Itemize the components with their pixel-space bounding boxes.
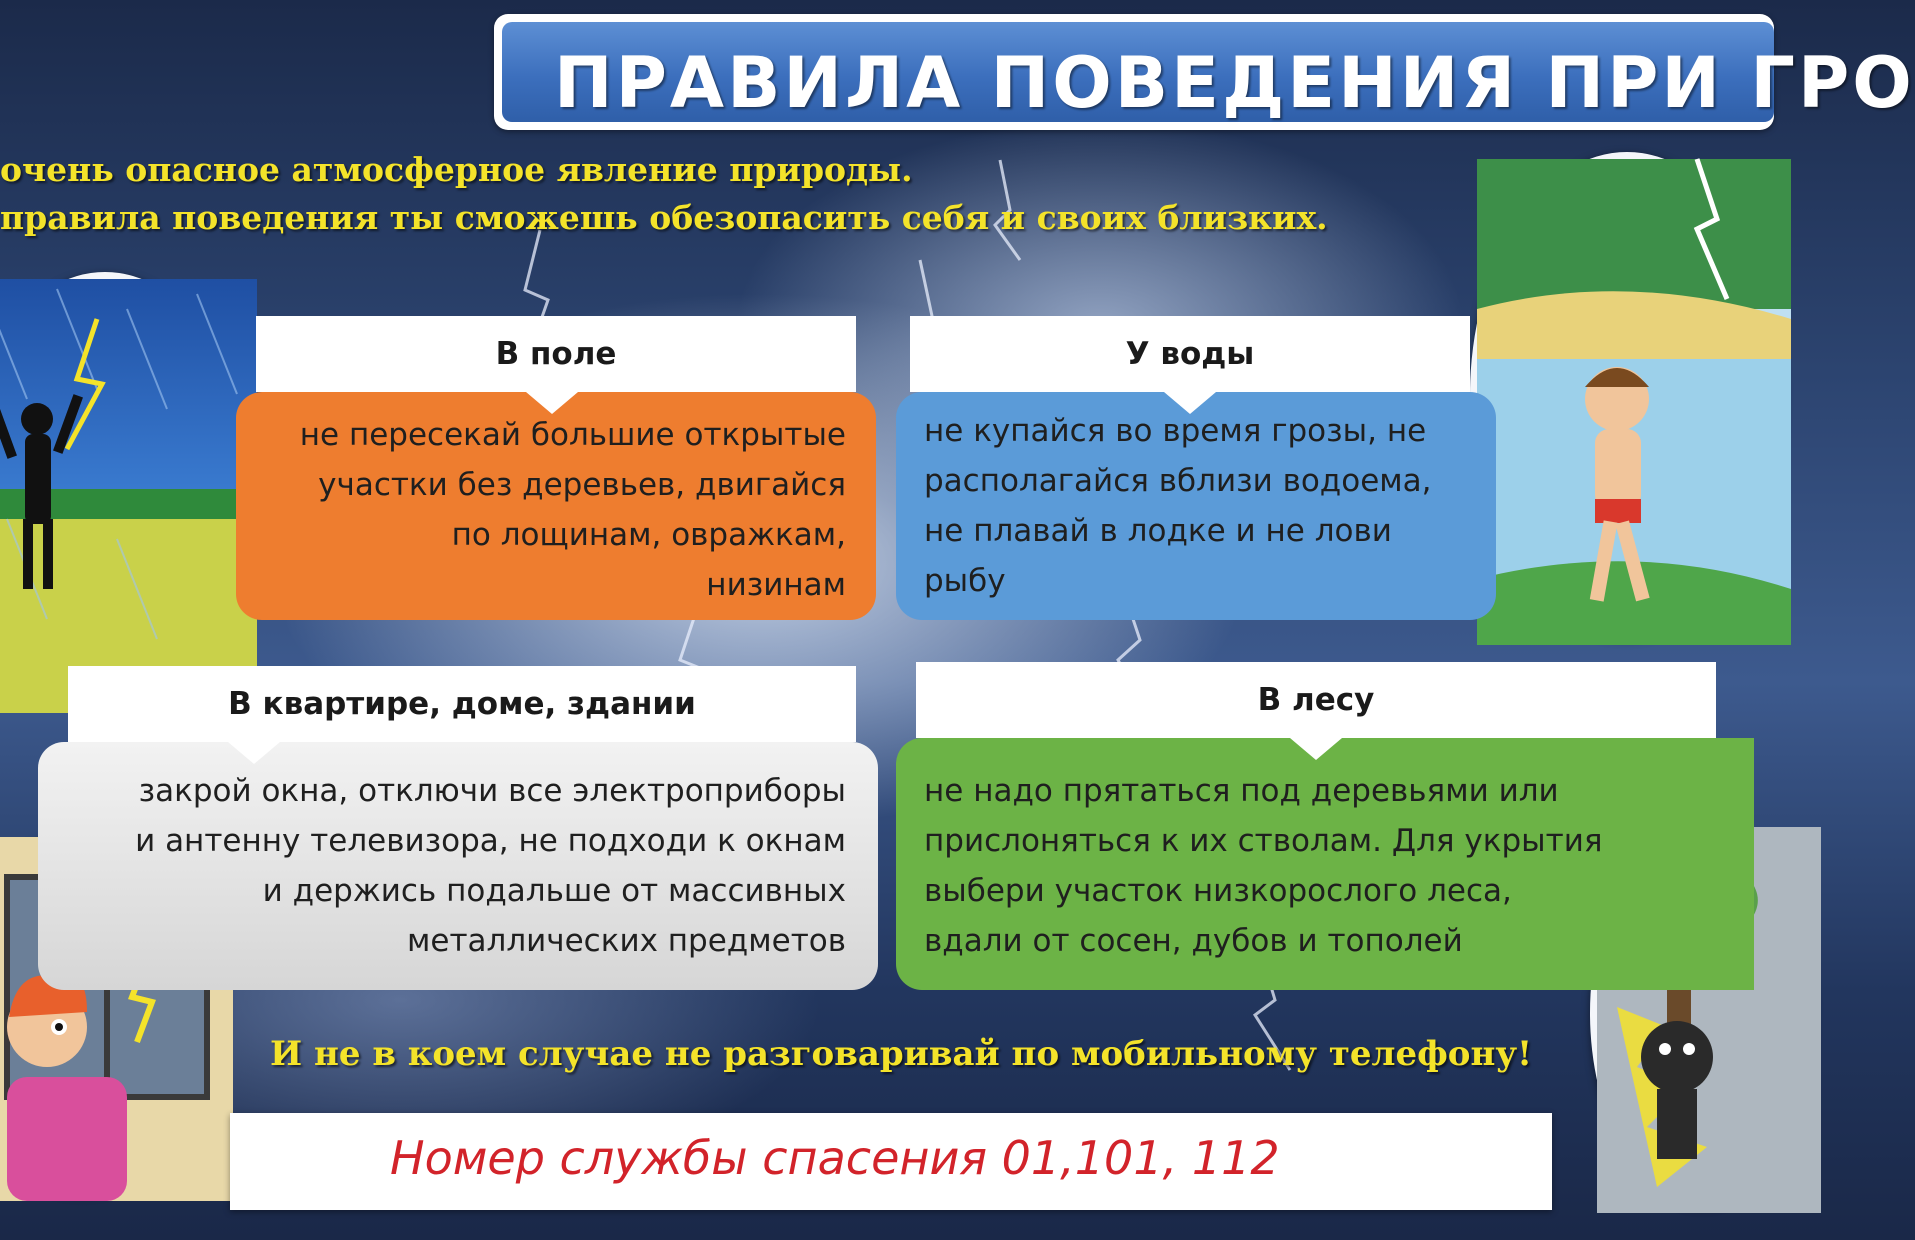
intro-line-1: очень опасное атмосферное явление природы. bbox=[0, 150, 913, 189]
section-water-pointer bbox=[1164, 392, 1216, 414]
section-home-pointer bbox=[228, 742, 280, 764]
title-banner-fill bbox=[502, 22, 1915, 124]
section-home-line: металлических предметов bbox=[407, 923, 846, 959]
section-water-line: располагайся вблизи водоема, bbox=[924, 463, 1432, 499]
section-forest-line: не надо прятаться под деревьями или bbox=[924, 773, 1559, 809]
section-forest-body bbox=[896, 738, 1754, 990]
rescue-number: Номер службы спасения 01,101, 112 bbox=[390, 1131, 1280, 1185]
section-home-line: и антенну телевизора, не подходи к окнам bbox=[135, 823, 846, 859]
section-home-line: и держись подальше от массивных bbox=[262, 873, 846, 909]
section-field-line: по лощинам, овражкам, bbox=[451, 517, 846, 553]
section-field-line: участки без деревьев, двигайся bbox=[318, 467, 846, 503]
section-water-heading: У воды bbox=[910, 316, 1470, 392]
section-water-body bbox=[896, 392, 1496, 620]
section-water-line: рыбу bbox=[924, 563, 1006, 599]
page-title: ПРАВИЛА ПОВЕДЕНИЯ ПРИ ГРО bbox=[554, 42, 1915, 124]
person-in-field-lightning-illustration bbox=[0, 272, 250, 706]
rescue-number-panel bbox=[230, 1113, 1552, 1210]
section-water-line: не плавай в лодке и не лови bbox=[924, 513, 1392, 549]
section-forest-line: прислоняться к их стволам. Для укрытия bbox=[924, 823, 1603, 859]
section-field-line: низинам bbox=[706, 567, 846, 603]
section-field-pointer bbox=[526, 392, 578, 414]
section-field-heading: В поле bbox=[256, 316, 856, 392]
section-water-line: не купайся во время грозы, не bbox=[924, 413, 1427, 449]
section-home-body bbox=[38, 742, 878, 990]
section-field-line: не пересекай большие открытые bbox=[299, 417, 846, 453]
section-home-heading: В квартире, доме, здании bbox=[68, 666, 856, 742]
section-forest-line: вдали от сосен, дубов и тополей bbox=[924, 923, 1463, 959]
section-home-line: закрой окна, отключи все электроприборы bbox=[138, 773, 846, 809]
section-forest-heading: В лесу bbox=[916, 662, 1716, 738]
intro-line-2: правила поведения ты сможешь обезопасить себя и своих близких. bbox=[0, 198, 1328, 237]
phone-warning: И не в коем случае не разговаривай по мобильному телефону! bbox=[270, 1034, 1533, 1074]
section-forest-line: выбери участок низкорослого леса, bbox=[924, 873, 1512, 909]
section-forest-pointer bbox=[1290, 738, 1342, 760]
boy-near-water-lightning-illustration bbox=[1470, 152, 1784, 638]
section-field-body bbox=[236, 392, 876, 620]
title-banner bbox=[494, 14, 1915, 130]
